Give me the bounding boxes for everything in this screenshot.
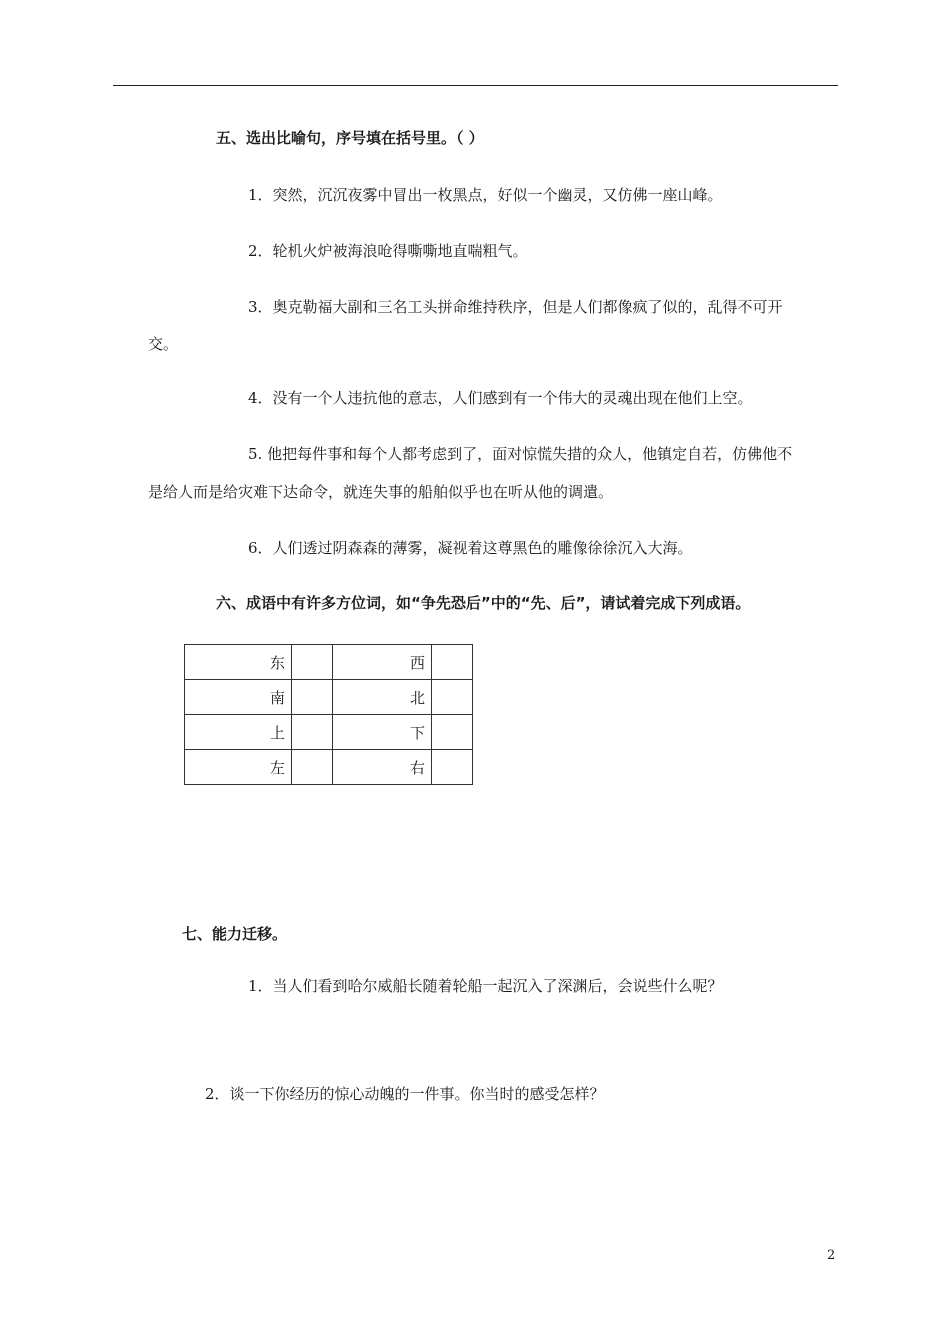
header-rule <box>113 85 838 86</box>
section5-item-4: 4．没有一个人违抗他的意志，人们感到有一个伟大的灵魂出现在他们上空。 <box>248 389 753 407</box>
section5-item-1: 1．突然，沉沉夜雾中冒出一枚黑点，好似一个幽灵，又仿佛一座山峰。 <box>248 186 723 204</box>
answer-cell[interactable] <box>292 680 333 715</box>
page-number: 2 <box>827 1248 836 1263</box>
answer-cell[interactable] <box>432 750 473 785</box>
section5-item-3-cont: 交。 <box>148 335 179 353</box>
answer-cell[interactable] <box>292 750 333 785</box>
table-cell: 左 <box>185 750 292 785</box>
section5-item-6: 6．人们透过阴森森的薄雾，凝视着这尊黑色的雕像徐徐沉入大海。 <box>248 539 693 557</box>
section5-title: 五、选出比喻句，序号填在括号里。（ ） <box>216 129 484 147</box>
table-cell: 下 <box>333 715 432 750</box>
table-cell: 南 <box>185 680 292 715</box>
section5-item-2: 2．轮机火炉被海浪呛得嘶嘶地直喘粗气。 <box>248 242 528 260</box>
table-row <box>185 645 473 680</box>
table-cell: 西 <box>333 645 432 680</box>
section5-item-5-cont: 是给人而是给灾难下达命令，就连失事的船舶似乎也在听从他的调遣。 <box>148 483 614 501</box>
table-row <box>185 680 473 715</box>
answer-cell[interactable] <box>432 645 473 680</box>
section5-item-5: 5. 他把每件事和每个人都考虑到了，面对惊慌失措的众人，他镇定自若，仿佛他不 <box>248 445 793 463</box>
answer-cell[interactable] <box>292 715 333 750</box>
answer-cell[interactable] <box>432 680 473 715</box>
section7-question-1: 1．当人们看到哈尔威船长随着轮船一起沉入了深渊后，会说些什么呢？ <box>248 977 723 995</box>
answer-cell[interactable] <box>292 645 333 680</box>
table-cell: 东 <box>185 645 292 680</box>
section7-title: 七、能力迁移。 <box>182 925 288 943</box>
section6-title: 六、成语中有许多方位词，如“争先恐后”中的“先、后”，请试着完成下列成语。 <box>216 594 751 612</box>
idiom-table <box>184 644 473 785</box>
table-row <box>185 715 473 750</box>
table-cell: 北 <box>333 680 432 715</box>
table-cell: 右 <box>333 750 432 785</box>
answer-cell[interactable] <box>432 715 473 750</box>
section5-item-3: 3．奥克勒福大副和三名工头拼命维持秩序，但是人们都像疯了似的，乱得不可开 <box>248 298 783 316</box>
table-row <box>185 750 473 785</box>
table-cell: 上 <box>185 715 292 750</box>
section7-question-2: 2．谈一下你经历的惊心动魄的一件事。你当时的感受怎样？ <box>205 1085 605 1103</box>
